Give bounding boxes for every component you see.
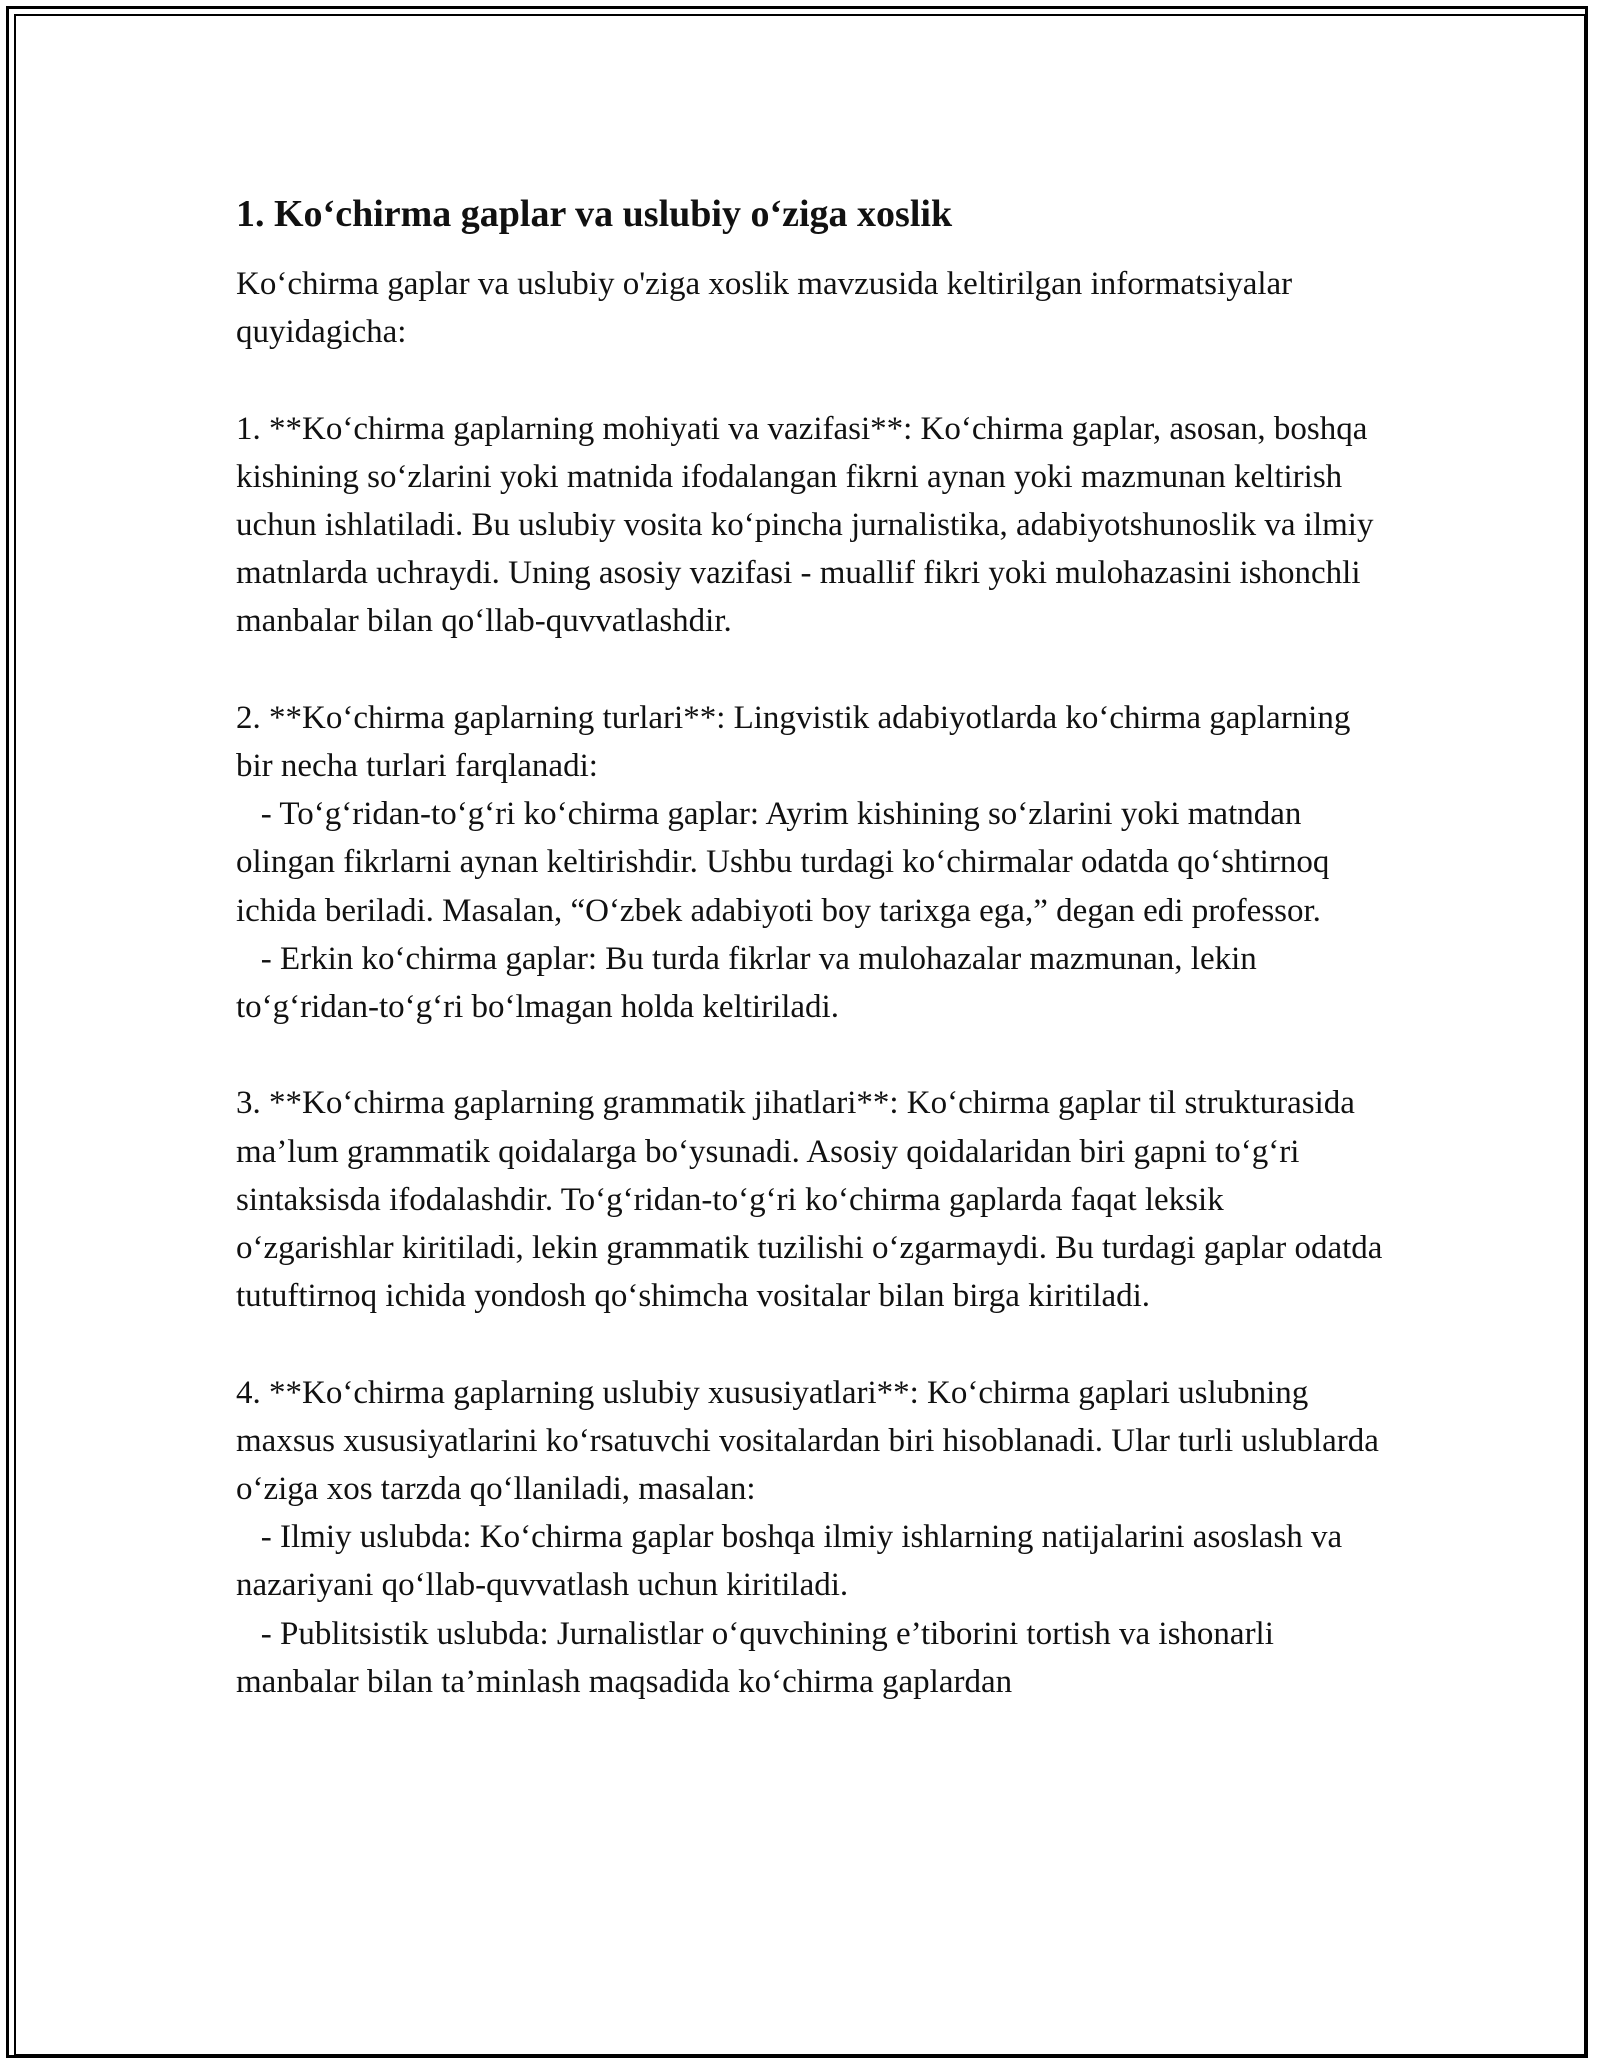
section-1-paragraph: 1. **Ko‘chirma gaplarning mohiyati va vazifasi**: Ko‘chirma gaplar, asosan, boshqa kishining so‘zlarini yoki matnida ifodalangan fikrni aynan yoki mazmunan keltirish uchun ishlatiladi. Bu uslubiy vosita ko‘pincha jurnalistika, adabiyotshunoslik va ilmiy matnlarda uchraydi. Uning asosiy vazifasi - muallif fikri yoki mulohazasini ishonchli manbalar bilan qo‘llab-quvvatlashdir.	[236, 410, 1382, 640]
section-4-bullet-1: - Ilmiy uslubda: Ko‘chirma gaplar boshqa ilmiy ishlarning natijalarini asoslash va nazariyani qo‘llab-quvvatlash uchun kiritiladi.	[236, 1519, 1351, 1604]
paragraph-spacer	[236, 356, 1386, 404]
section-3-paragraph: 3. **Ko‘chirma gaplarning grammatik jihatlari**: Ko‘chirma gaplar til strukturasida ma’lum grammatik qoidalarga bo‘ysunadi. Asosiy qoidalaridan biri gapni to‘g‘ri sintaksisda ifodalashdir. To‘g‘ridan-to‘g‘ri ko‘chirma gaplarda faqat leksik o‘zgarishlar kiritiladi, lekin grammatik tuzilishi o‘zgarmaydi. Bu turdagi gaplar odatda tutuftirnoq ichida yondosh qo‘shimcha vositalar bilan birga kiritiladi.	[236, 1085, 1391, 1315]
document-heading: 1. Ko‘chirma gaplar va uslubiy o‘ziga xoslik	[236, 193, 953, 235]
paragraph-spacer	[236, 646, 1386, 694]
section-4-paragraph: 4. **Ko‘chirma gaplarning uslubiy xususiyatlari**: Ko‘chirma gaplari uslubning maxsus xususiyatlarini ko‘rsatuvchi vositalardan biri hisoblanadi. Ular turli uslublarda o‘ziga xos tarzda qo‘llaniladi, masalan:	[236, 1374, 1388, 1508]
paragraph-spacer	[236, 1031, 1386, 1079]
section-2-bullet-1: - To‘g‘ridan-to‘g‘ri ko‘chirma gaplar: Ayrim kishining so‘zlarini yoki matndan olingan fikrlarni aynan keltirishdir. Ushbu turdagi ko‘chirmalar odatda qo‘shtirnoq ichida beriladi. Masalan, “O‘zbek adabiyoti boy tarixga ega,” degan edi professor.	[236, 796, 1338, 929]
document-body	[236, 182, 1391, 1706]
section-4	[236, 1369, 1386, 1706]
section-1	[236, 405, 1386, 646]
section-3	[236, 1079, 1391, 1320]
section-2	[236, 694, 1386, 1031]
section-4-bullet-2: - Publitsistik uslubda: Jurnalistlar o‘quvchining e’tiborini tortish va ishonarli manbalar bilan ta’minlash maqsadida ko‘chirma gaplardan	[236, 1615, 1283, 1700]
paragraph-spacer	[236, 1320, 1386, 1368]
section-2-paragraph: 2. **Ko‘chirma gaplarning turlari**: Lingvistik adabiyotlarda ko‘chirma gaplarning bir necha turlari farqlanadi:	[236, 699, 1359, 784]
intro-paragraph: Ko‘chirma gaplar va uslubiy o'ziga xoslik mavzusida keltirilgan informatsiyalar quyidagicha:	[236, 266, 1301, 351]
section-2-bullet-2: - Erkin ko‘chirma gaplar: Bu turda fikrlar va mulohazalar mazmunan, lekin to‘g‘ridan-to‘g‘ri bo‘lmagan holda keltiriladi.	[236, 940, 1266, 1026]
